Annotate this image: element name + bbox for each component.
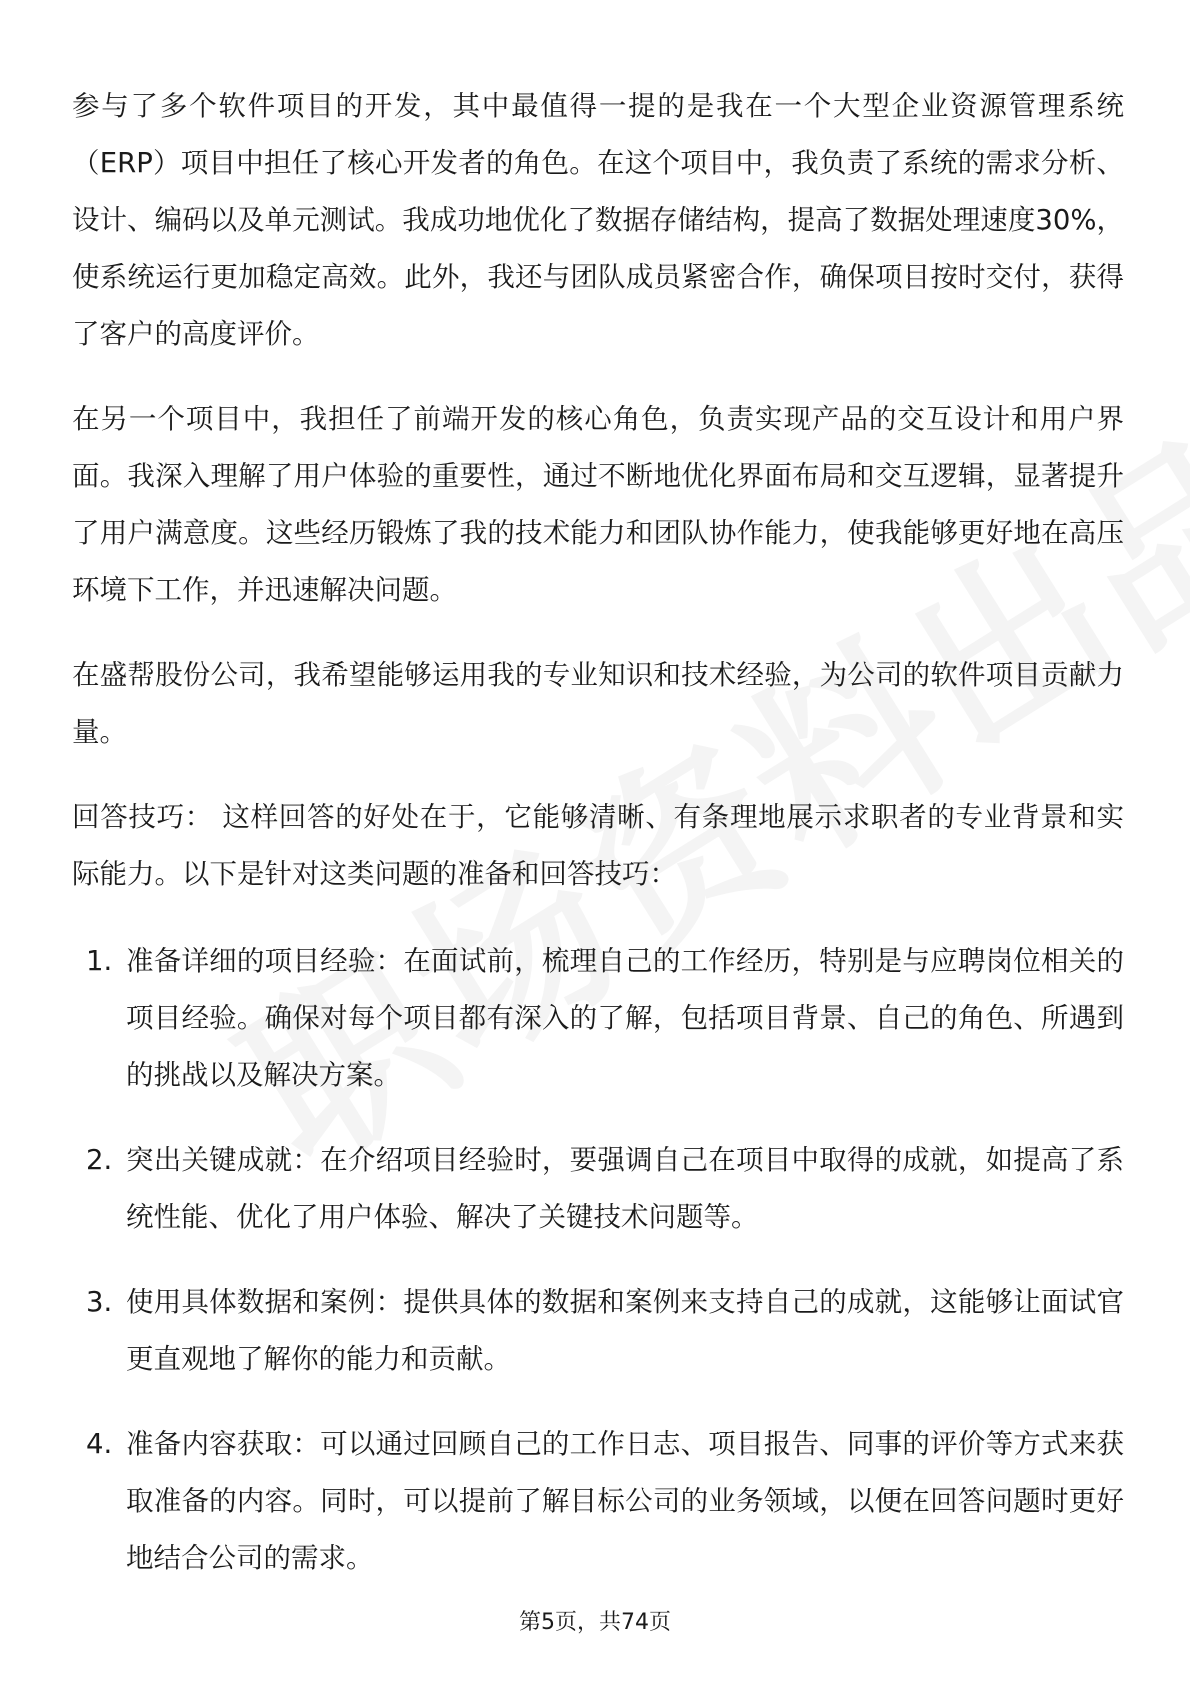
tips-lead: 回答技巧： 这样回答的好处在于，它能够清晰、有条理地展示求职者的专业背景和实际能力。以下是针对这类问题的准备和回答技巧：	[72, 801, 1124, 890]
list-item	[72, 1132, 1124, 1246]
paragraph-erp-project: 参与了多个软件项目的开发，其中最值得一提的是我在一个大型企业资源管理系统（ERP）项目中担任了核心开发者的角色。在这个项目中，我负责了系统的需求分析、设计、编码以及单元测试。我成功地优化了数据存储结构，提高了数据处理速度30%，使系统运行更加稳定高效。此外，我还与团队成员紧密合作，确保项目按时交付，获得了客户的高度评价。	[72, 90, 1124, 350]
list-item	[72, 1274, 1124, 1388]
list-item-number: 2.	[86, 1144, 113, 1176]
page-content	[72, 78, 1124, 1615]
list-item	[72, 1416, 1124, 1587]
list-item-number: 3.	[86, 1286, 113, 1318]
list-item-number: 4.	[86, 1428, 113, 1460]
paragraph-company-goal: 在盛帮股份公司，我希望能够运用我的专业知识和技术经验，为公司的软件项目贡献力量。	[72, 659, 1124, 748]
list-item-text: 使用具体数据和案例：提供具体的数据和案例来支持自己的成就，这能够让面试官更直观地了解你的能力和贡献。	[126, 1286, 1124, 1375]
list-item-text: 准备详细的项目经验：在面试前，梳理自己的工作经历，特别是与应聘岗位相关的项目经验。确保对每个项目都有深入的了解，包括项目背景、自己的角色、所遇到的挑战以及解决方案。	[126, 945, 1124, 1091]
list-item-number: 1.	[86, 945, 113, 977]
list-item	[72, 933, 1124, 1104]
page-footer: 第5页，共74页	[519, 1610, 671, 1635]
tips-list	[72, 933, 1124, 1587]
list-item-text: 突出关键成就：在介绍项目经验时，要强调自己在项目中取得的成就，如提高了系统性能、优化了用户体验、解决了关键技术问题等。	[126, 1144, 1124, 1233]
paragraph-frontend-project: 在另一个项目中，我担任了前端开发的核心角色，负责实现产品的交互设计和用户界面。我深入理解了用户体验的重要性，通过不断地优化界面布局和交互逻辑，显著提升了用户满意度。这些经历锻炼了我的技术能力和团队协作能力，使我能够更好地在高压环境下工作，并迅速解决问题。	[72, 403, 1124, 606]
list-item-text: 准备内容获取：可以通过回顾自己的工作日志、项目报告、同事的评价等方式来获取准备的内容。同时，可以提前了解目标公司的业务领域，以便在回答问题时更好地结合公司的需求。	[126, 1428, 1124, 1574]
